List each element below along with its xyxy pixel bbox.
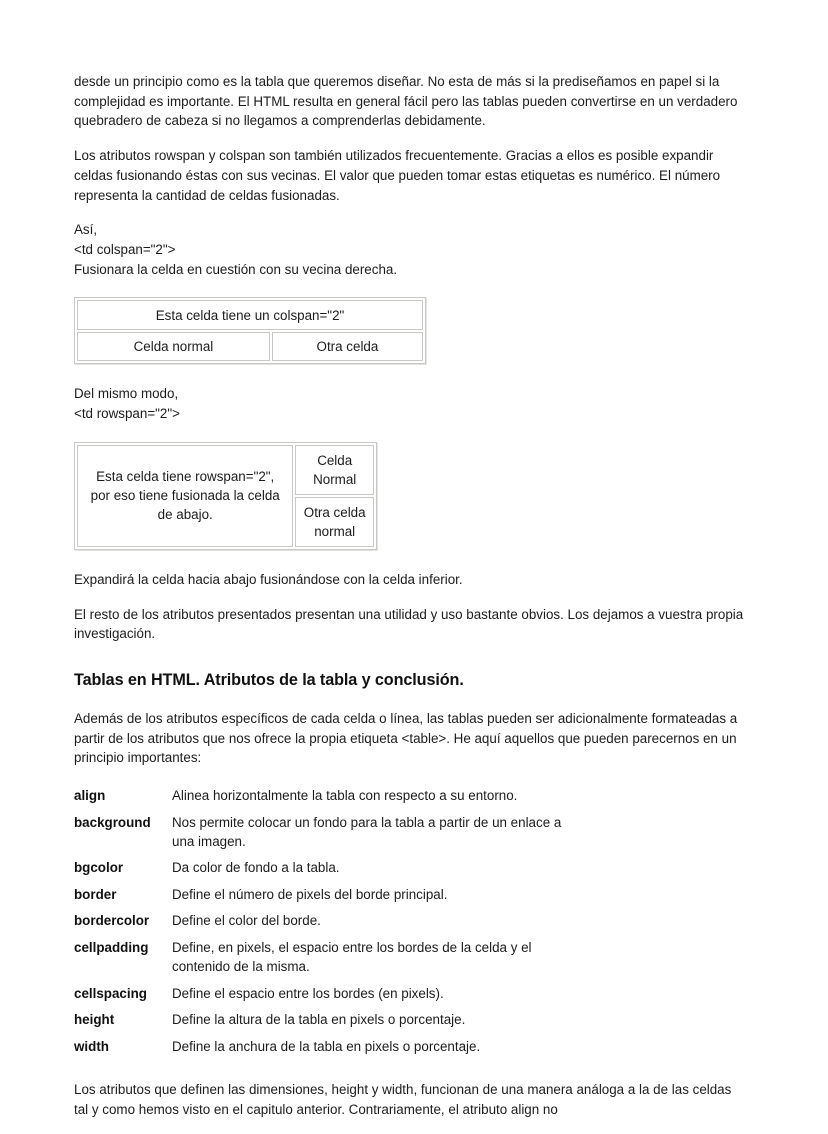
list-item — [74, 858, 746, 877]
colspan-merged-cell: Esta celda tiene un colspan="2" — [77, 300, 423, 330]
colspan-cell-right: Otra celda — [272, 332, 423, 361]
rowspan-cell-bottom: Otra celda normal — [295, 497, 374, 547]
list-item — [74, 911, 746, 930]
attribute-definition-list — [74, 786, 746, 1056]
attribute-term: width — [74, 1038, 109, 1054]
colspan-code-block — [74, 220, 746, 279]
attribute-description: Define el espacio entre los bordes (en pixels). — [172, 985, 444, 1001]
table-row — [77, 445, 374, 495]
paragraph-section-intro: Además de los atributos específicos de cada celda o línea, las tablas pueden ser adicionalmente formateadas a partir de los atributos que nos ofrece la propia etiqueta <table>. He aquí aquellos que pueden parecernos en un principio importantes: — [74, 711, 738, 766]
paragraph-rowspan-explanation: Expandirá la celda hacia abajo fusionándose con la celda inferior. — [74, 571, 463, 587]
attribute-description: Define la anchura de la tabla en pixels o porcentaje. — [172, 1038, 481, 1054]
table-row — [77, 332, 423, 361]
paragraph-final: Los atributos que definen las dimensiones, height y width, funcionan de una manera análoga a la de las celdas tal y como hemos visto en el capitulo anterior. Contrariamente, el atributo align no — [74, 1081, 732, 1117]
list-item — [74, 984, 746, 1003]
attribute-term: bordercolor — [74, 913, 150, 929]
list-item — [74, 885, 746, 904]
rowspan-example-table — [74, 442, 377, 550]
list-item — [74, 1010, 746, 1029]
attribute-description: Define, en pixels, el espacio entre los bordes de la celda y el contenido de la misma. — [172, 939, 532, 975]
paragraph-closing: El resto de los atributos presentados presentan una utilidad y uso bastante obvios. Los dejamos a vuestra propia investigación. — [74, 606, 744, 642]
rowspan-code-block — [74, 384, 746, 423]
attribute-term: cellspacing — [74, 985, 147, 1001]
attribute-description: Define el color del borde. — [172, 913, 321, 929]
colspan-lead-line: Así, — [74, 222, 98, 238]
rowspan-cell-top: Celda Normal — [295, 445, 374, 495]
list-item — [74, 1037, 746, 1056]
colspan-example-table — [74, 297, 426, 364]
attribute-term: height — [74, 1012, 115, 1028]
attribute-description: Da color de fondo a la tabla. — [172, 860, 340, 876]
attribute-description: Nos permite colocar un fondo para la tabla a partir de un enlace a una imagen. — [172, 814, 562, 850]
rowspan-example-table-wrap — [74, 442, 746, 550]
paragraph-intro-1: desde un principio como es la tabla que queremos diseñar. No esta de más si la prediseñamos en papel si la complejidad es importante. El HTML resulta en general fácil pero las tablas pueden convertirse en un verdadero quebradero de cabeza si no llegamos a comprenderlas debidamente. — [74, 74, 738, 129]
section-heading: Tablas en HTML. Atributos de la tabla y conclusión. — [74, 671, 464, 689]
list-item — [74, 786, 746, 805]
colspan-explanation: Fusionara la celda en cuestión con su vecina derecha. — [74, 261, 398, 277]
paragraph-intro-2: Los atributos rowspan y colspan son también utilizados frecuentemente. Gracias a ellos es posible expandir celdas fusionando éstas con sus vecinas. El valor que pueden tomar estas etiquetas es numérico. El número representa la cantidad de celdas fusionadas. — [74, 148, 721, 203]
attribute-term: bgcolor — [74, 860, 124, 876]
rowspan-merged-cell: Esta celda tiene rowspan="2", por eso tiene fusionada la celda de abajo. — [77, 445, 293, 547]
table-row — [77, 300, 423, 330]
document-content — [74, 72, 746, 1134]
attribute-description: Alinea horizontalmente la tabla con respecto a su entorno. — [172, 788, 518, 804]
attribute-description: Define el número de pixels del borde principal. — [172, 886, 448, 902]
attribute-term: align — [74, 788, 106, 804]
colspan-code-line: <td colspan="2"> — [74, 241, 176, 257]
attribute-term: border — [74, 886, 117, 902]
attribute-description: Define la altura de la tabla en pixels o porcentaje. — [172, 1012, 466, 1028]
rowspan-lead-line: Del mismo modo, — [74, 386, 179, 402]
attribute-term: cellpadding — [74, 939, 149, 955]
attribute-term: background — [74, 814, 151, 830]
colspan-example-table-wrap — [74, 297, 746, 364]
list-item — [74, 938, 746, 977]
rowspan-code-line: <td rowspan="2"> — [74, 406, 180, 422]
list-item — [74, 813, 746, 852]
colspan-cell-left: Celda normal — [77, 332, 270, 361]
